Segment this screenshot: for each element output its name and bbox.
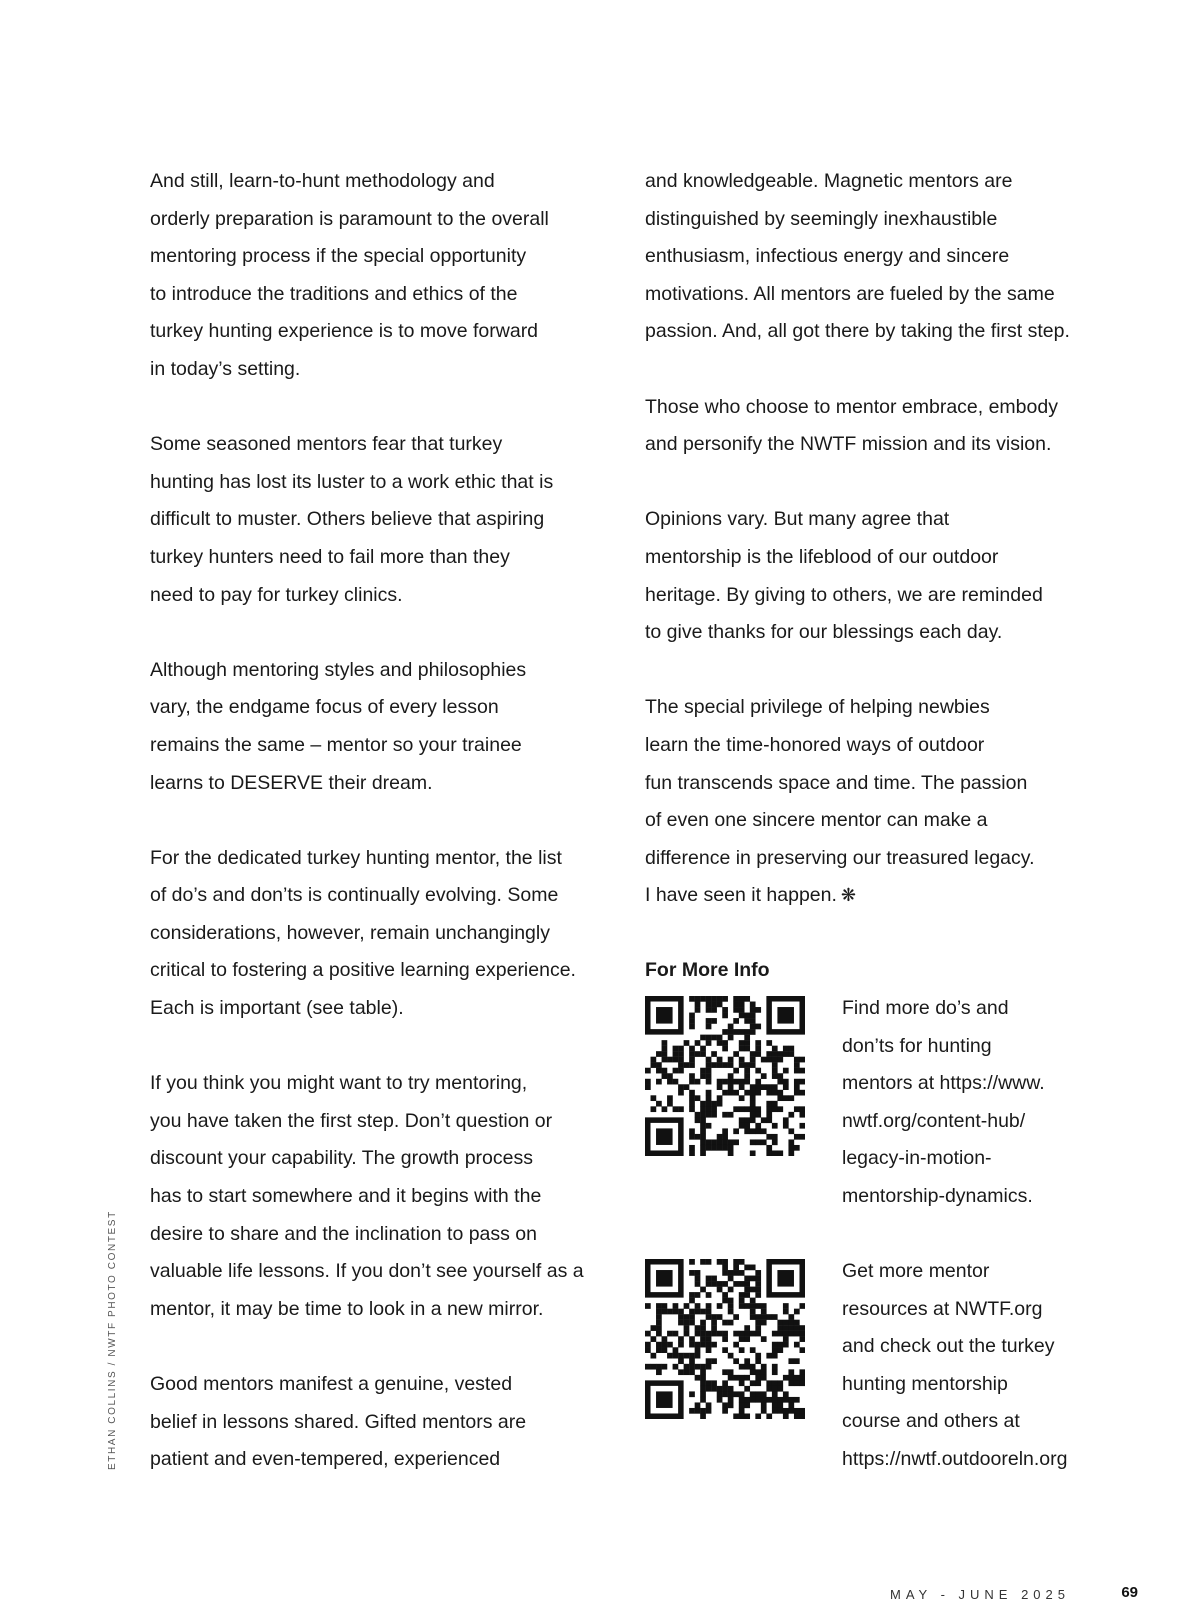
body-paragraph: Those who choose to mentor embrace, embody and personify the NWTF mission and its vision. bbox=[645, 395, 1058, 456]
body-paragraph: And still, learn-to-hunt methodology and orderly preparation is paramount to the overall mentoring process if the special opportunity to introduce the traditions and ethics of the turkey hunting experience is to move forward in today’s setting. bbox=[150, 170, 549, 380]
body-paragraph: Although mentoring styles and philosophies vary, the endgame focus of every lesson remains the same – mentor so your trainee learns to DESERVE their dream. bbox=[150, 658, 527, 794]
more-info-text: Get more mentor resources at NWTF.org and check out the turkey hunting mentorship course and others at https://nwtf.outdooreln.org bbox=[842, 1260, 1068, 1471]
body-paragraph: If you think you might want to try mentoring, you have taken the first step. Don’t question or discount your capability. The growth process has to start somewhere and it begins with the desire to share and the inclination to pass on valuable life lessons. If you don’t see yourself as a mentor, it may be time to look in a new mirror. bbox=[150, 1072, 584, 1320]
more-info-text: Find more do’s and don’ts for hunting mentors at https://www. nwtf.org/content-hub/ legacy-in-motion- mentorship-dynamics. bbox=[842, 997, 1045, 1208]
right-column bbox=[645, 163, 1105, 1478]
page-number: 69 bbox=[1121, 1584, 1138, 1601]
more-info-item bbox=[645, 1253, 1105, 1478]
turkey-fan-icon: ❋ bbox=[840, 885, 856, 906]
more-info-item bbox=[645, 990, 1105, 1215]
footer-issue: MAY - JUNE 2025 bbox=[889, 1587, 1070, 1602]
qr-code-icon[interactable] bbox=[645, 996, 805, 1156]
more-info-heading: For More Info bbox=[645, 959, 770, 982]
qr-code-icon[interactable] bbox=[645, 1259, 805, 1419]
closing-paragraph-text: The special privilege of helping newbies learn the time-honored ways of outdoor fun transcends space and time. The passion of even one sincere mentor can make a difference in preserving our treasured legacy. I have seen it happen. bbox=[645, 696, 1035, 907]
left-column bbox=[150, 163, 600, 1516]
body-paragraph: Opinions vary. But many agree that mentorship is the lifeblood of our outdoor heritage. By giving to others, we are reminded to give thanks for our blessings each day. bbox=[645, 508, 1043, 644]
photo-credit: ETHAN COLLINS / NWTF PHOTO CONTEST bbox=[107, 1210, 118, 1470]
body-paragraph: and knowledgeable. Magnetic mentors are distinguished by seemingly inexhaustible enthusiasm, infectious energy and sincere motivations. All mentors are fueled by the same passion. And, all got there by taking the first step. bbox=[645, 170, 1070, 343]
closing-paragraph bbox=[645, 689, 1105, 915]
body-paragraph: Good mentors manifest a genuine, vested belief in lessons shared. Gifted mentors are patient and even-tempered, experienced bbox=[150, 1373, 527, 1471]
body-paragraph: For the dedicated turkey hunting mentor, the list of do’s and don’ts is continually evolving. Some considerations, however, remain unchangingly critical to fostering a positive learning experience. Each is important (see table). bbox=[150, 846, 576, 1020]
body-paragraph: Some seasoned mentors fear that turkey hunting has lost its luster to a work ethic that is difficult to muster. Others believe that aspiring turkey hunters need to fail more than they need to pay for turkey clinics. bbox=[150, 433, 554, 606]
